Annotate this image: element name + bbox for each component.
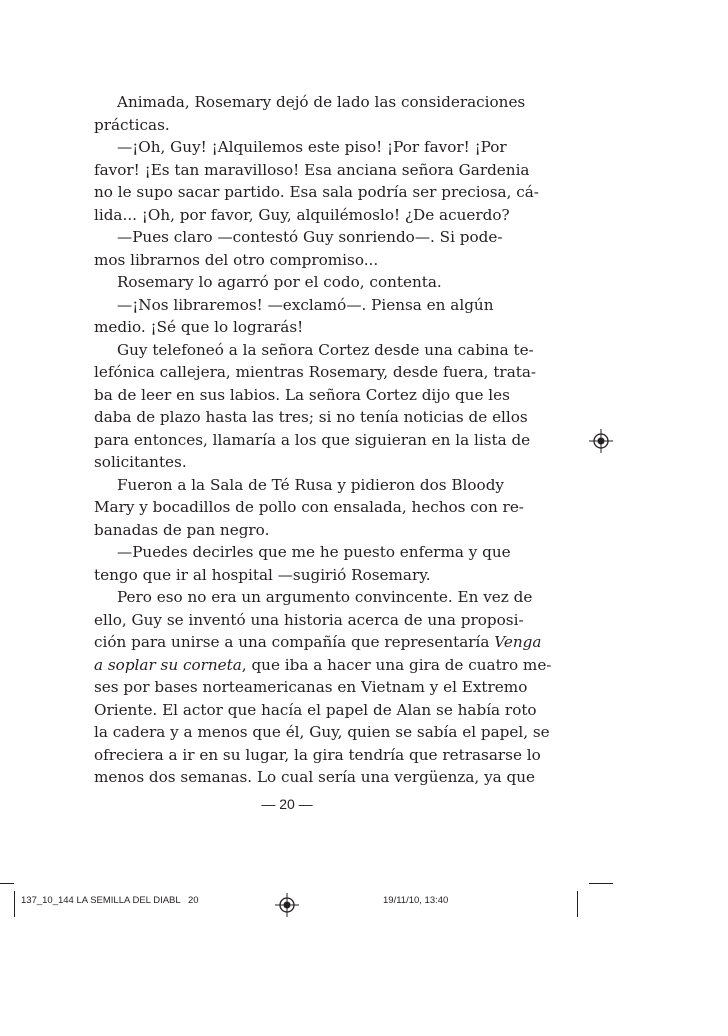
text-line <box>94 474 504 497</box>
text-run: para entonces, llamaría a los que siguieran en la lista de <box>94 430 531 449</box>
text-line <box>94 181 539 204</box>
text-run: Rosemary lo agarró por el codo, contenta. <box>117 273 442 291</box>
text-run: ción para unirse a una compañía que representaría <box>94 633 495 651</box>
body-text <box>94 91 552 789</box>
text-run: ofreciera a ir en su lugar, la gira tendría que retrasarse lo <box>94 745 541 764</box>
text-run: —Pues claro —contestó Guy sonriendo—. Si pode- <box>117 228 503 246</box>
italic-title: Venga <box>494 633 542 651</box>
text-line <box>94 316 480 339</box>
text-run: , que iba a hacer una gira de cuatro me- <box>241 655 552 674</box>
text-run: Oriente. El actor que hacía el papel de Alan se había roto <box>94 700 537 719</box>
registration-mark-icon <box>275 893 299 917</box>
text-line <box>94 654 552 677</box>
text-run: lida... ¡Oh, por favor, Guy, alquilémoslo! ¿De acuerdo? <box>94 205 510 224</box>
text-line <box>94 159 530 182</box>
crop-mark <box>577 891 578 917</box>
text-line <box>94 429 531 452</box>
text-run: ello, Guy se inventó una historia acerca de una proposi- <box>94 610 524 629</box>
text-line <box>94 541 511 564</box>
text-run: lefónica callejera, mientras Rosemary, desde fuera, trata- <box>94 363 537 381</box>
text-line <box>94 294 494 317</box>
slug-datetime: 19/11/10, 13:40 <box>383 895 449 906</box>
text-line <box>94 384 510 407</box>
text-line <box>94 586 533 609</box>
italic-title: a soplar su corneta <box>94 655 242 674</box>
text-run: solicitantes. <box>94 453 187 471</box>
text-line <box>94 136 507 159</box>
text-line <box>94 766 536 789</box>
text-line <box>94 249 480 272</box>
page-number: — 20 — <box>261 796 313 812</box>
text-run: mos librarnos del otro compromiso... <box>94 250 379 269</box>
text-line <box>94 271 480 294</box>
print-slug <box>0 889 728 909</box>
text-line <box>94 406 528 429</box>
text-run: la cadera y a menos que él, Guy, quien se sabía el papel, se <box>94 723 550 741</box>
text-run: ses por bases norteamericanas en Vietnam y el Extremo <box>94 678 528 696</box>
text-run: ba de leer en sus labios. La señora Cortez dijo que les <box>94 385 510 404</box>
text-line <box>94 361 537 384</box>
text-run: prácticas. <box>94 115 170 134</box>
text-run: Animada, Rosemary dejó de lado las consideraciones <box>117 93 526 111</box>
crop-mark <box>0 883 14 884</box>
text-line <box>94 721 550 744</box>
text-line <box>94 339 534 362</box>
text-run: banadas de pan negro. <box>94 520 270 539</box>
text-run: Fueron a la Sala de Té Rusa y pidieron dos Bloody <box>117 475 504 494</box>
text-line <box>94 204 510 227</box>
text-run: Mary y bocadillos de pollo con ensalada, hechos con re- <box>94 498 524 516</box>
text-line <box>94 91 526 114</box>
crop-mark <box>14 891 15 917</box>
text-run: Pero eso no era un argumento convincente. En vez de <box>117 588 533 606</box>
text-line <box>94 609 524 632</box>
registration-mark-icon <box>589 429 613 453</box>
text-line <box>94 564 480 587</box>
text-run: tengo que ir al hospital —sugirió Rosemary. <box>94 565 431 584</box>
slug-page: 20 <box>188 895 199 906</box>
text-line <box>94 699 537 722</box>
text-line <box>94 451 480 474</box>
text-run: menos dos semanas. Lo cual sería una vergüenza, ya que <box>94 768 536 786</box>
text-run: —Puedes decirles que me he puesto enferma y que <box>117 543 511 561</box>
text-line <box>94 519 480 542</box>
text-line <box>94 226 503 249</box>
text-run: favor! ¡Es tan maravilloso! Esa anciana señora Gardenia <box>94 160 530 179</box>
slug-filename: 137_10_144 LA SEMILLA DEL DIABL <box>21 895 181 906</box>
text-run: —¡Nos libraremos! —exclamó—. Piensa en algún <box>117 295 494 314</box>
text-line <box>94 744 541 767</box>
text-line <box>94 114 480 137</box>
text-run: no le supo sacar partido. Esa sala podría ser preciosa, cá- <box>94 183 539 201</box>
text-run: medio. ¡Sé que lo lograrás! <box>94 318 304 336</box>
text-run: Guy telefoneó a la señora Cortez desde una cabina te- <box>117 340 534 359</box>
text-run: —¡Oh, Guy! ¡Alquilemos este piso! ¡Por favor! ¡Por <box>117 138 507 156</box>
text-line <box>94 631 542 654</box>
crop-mark <box>589 883 613 884</box>
text-line <box>94 676 528 699</box>
text-run: daba de plazo hasta las tres; si no tenía noticias de ellos <box>94 408 528 426</box>
text-line <box>94 496 524 519</box>
